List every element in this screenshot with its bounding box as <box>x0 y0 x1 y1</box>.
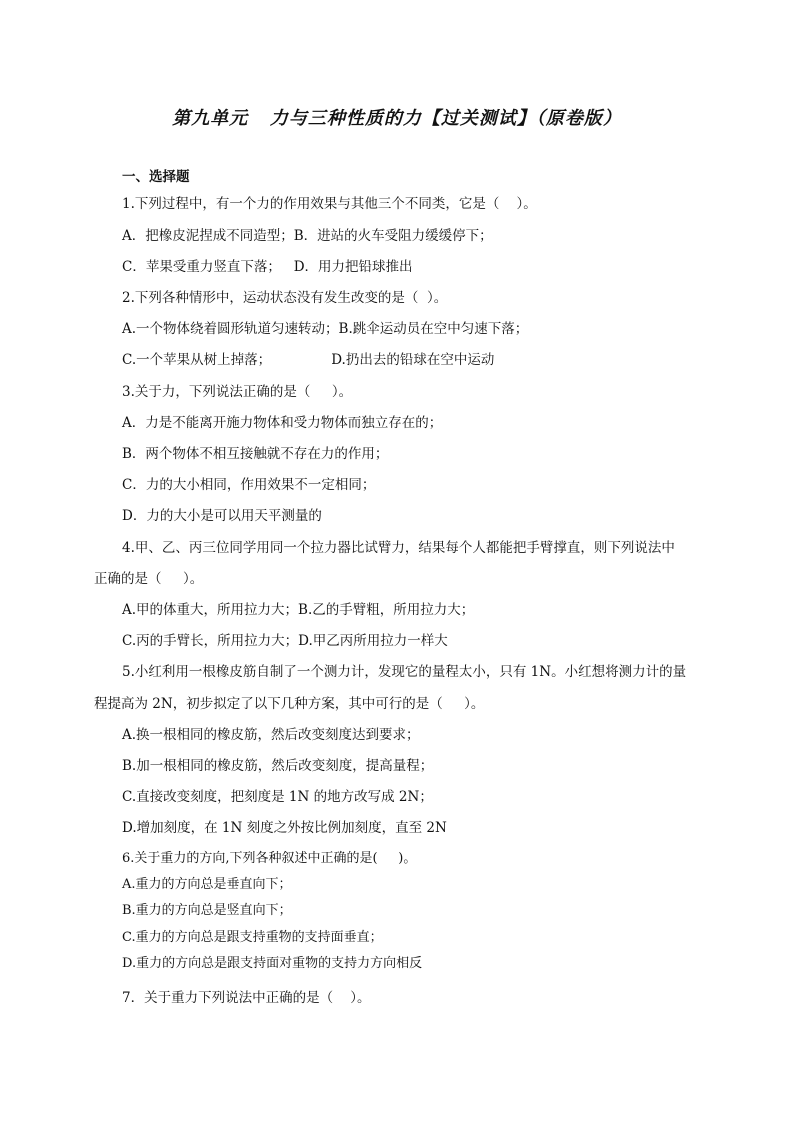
question-4-stem-cont: 正确的是（ ）。 <box>94 571 204 587</box>
question-6-option-a: A.重力的方向总是垂直向下； <box>122 877 292 892</box>
question-3-option-b: B．两个物体不相互接触就不存在力的作用； <box>122 446 389 462</box>
question-6-option-d: D.重力的方向总是跟支持面对重物的支持力方向相反 <box>122 956 423 971</box>
question-3-stem: 3.关于力，下列说法正确的是（ ）。 <box>122 384 353 400</box>
question-5-option-d: D.增加刻度，在 1N 刻度之外按比例加刻度，直至 2N <box>122 820 447 836</box>
question-5-option-c: C.直接改变刻度，把刻度是 1N 的地方改写成 2N； <box>122 789 433 805</box>
question-5-stem-cont: 程提高为 2N，初步拟定了以下几种方案，其中可行的是（ ）。 <box>94 696 485 712</box>
question-5-stem: 5.小红利用一根橡皮筋自制了一个测力计，发现它的量程太小，只有 1N。小红想将测力计的量 <box>122 664 687 680</box>
question-4-stem: 4.甲、乙、丙三位同学用同一个拉力器比试臂力，结果每个人都能把手臂撑直，则下列说法中 <box>122 540 675 556</box>
question-2-stem: 2.下列各种情形中，运动状态没有发生改变的是（ ）。 <box>122 290 448 306</box>
question-1-options-cd: C．苹果受重力竖直下落； D．用力把铅球推出 <box>122 259 413 275</box>
question-2-options-cd: C.一个苹果从树上掉落； D.扔出去的铅球在空中运动 <box>122 352 495 368</box>
question-1-stem: 1.下列过程中，有一个力的作用效果与其他三个不同类，它是（ ）。 <box>122 196 537 212</box>
question-3-option-c: C．力的大小相同，作用效果不一定相同； <box>122 477 376 493</box>
question-6-option-c: C.重力的方向总是跟支持重物的支持面垂直； <box>122 930 383 945</box>
question-5-option-a: A.换一根相同的橡皮筋，然后改变刻度达到要求； <box>122 727 420 743</box>
question-6-option-b: B.重力的方向总是竖直向下； <box>122 903 292 918</box>
question-3-option-a: A．力是不能离开施力物体和受力物体而独立存在的； <box>122 415 443 431</box>
question-6-stem: 6.关于重力的方向,下列各种叙述中正确的是( )。 <box>122 851 417 866</box>
question-3-option-d: D．力的大小是可以用天平测量的 <box>122 508 322 524</box>
question-2-options-ab: A.一个物体绕着圆形轨道匀速转动；B.跳伞运动员在空中匀速下落； <box>122 321 529 337</box>
question-5-option-b: B.加一根相同的橡皮筋，然后改变刻度，提高量程； <box>122 758 434 774</box>
question-4-options-cd: C.丙的手臂长，所用拉力大；D.甲乙丙所用拉力一样大 <box>122 633 448 649</box>
section-heading: 一、选择题 <box>122 169 190 185</box>
question-1-options-ab: A．把橡皮泥捏成不同造型；B．进站的火车受阻力缓缓停下； <box>122 228 493 244</box>
page-title: 第九单元 力与三种性质的力【过关测试】（原卷版） <box>172 108 622 129</box>
question-4-options-ab: A.甲的体重大，所用拉力大；B.乙的手臂粗，所用拉力大； <box>122 602 475 618</box>
question-7-stem: 7．关于重力下列说法中正确的是（ ）。 <box>122 990 371 1006</box>
